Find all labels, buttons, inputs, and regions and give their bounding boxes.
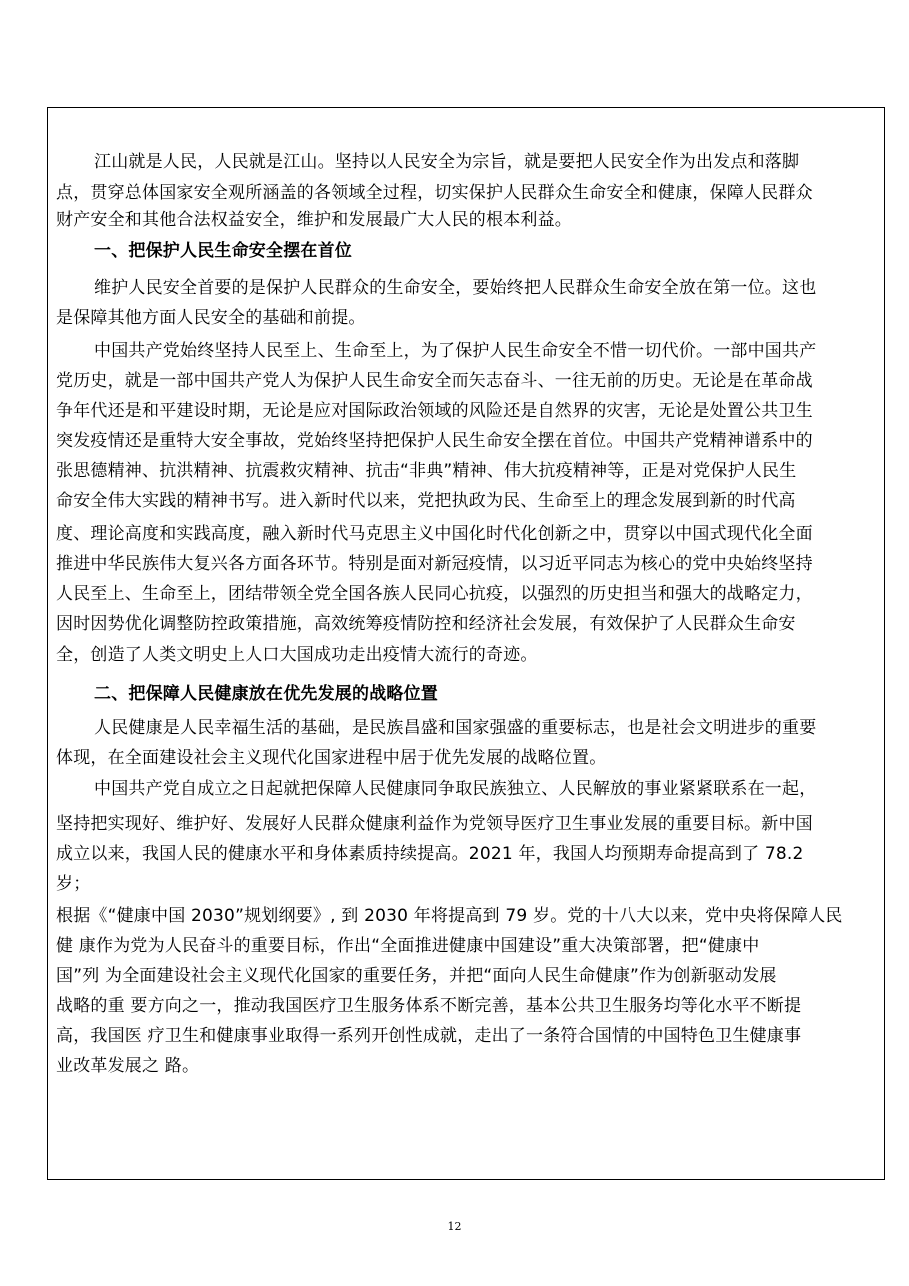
section-heading: 一、把保护人民生命安全摆在首位 [94,241,352,261]
paragraph-line: 成立以来，我国人民的健康水平和身体素质持续提高。2021 年，我国人均预期寿命提高到了 78.2 [56,844,804,864]
paragraph-line: 是保障其他方面人民安全的基础和前提。 [56,308,366,328]
paragraph-line: 人民至上、生命至上，团结带领全党全国各族人民同心抗疫，以强烈的历史担当和强大的战略定力， [56,584,813,604]
paragraph-line: 维护人民安全首要的是保护人民群众的生命安全，要始终把人民群众生命安全放在第一位。这也 [94,278,817,298]
paragraph-line: 江山就是人民，人民就是江山。坚持以人民安全为宗旨，就是要把人民安全作为出发点和落脚 [94,152,800,172]
paragraph-line: 健 康作为党为人民奋斗的重要目标，作出“全面推进健康中国建设”重大决策部署，把“健康中 [56,936,760,956]
page-number: 12 [447,1220,462,1233]
paragraph-line: 党历史，就是一部中国共产党人为保护人民生命安全而矢志奋斗、一往无前的历史。无论是在革命战 [56,371,813,391]
paragraph-line: 体现，在全面建设社会主义现代化国家进程中居于优先发展的战略位置。 [56,748,607,768]
paragraph-line: 度、理论高度和实践高度，融入新时代马克思主义中国化时代化创新之中，贯穿以中国式现代化全面 [56,524,813,544]
paragraph-line: 命安全伟大实践的精神书写。进入新时代以来，党把执政为民、生命至上的理念发展到新的时代高 [56,491,796,511]
paragraph-line: 业改革发展之 路。 [56,1056,200,1076]
paragraph-line: 因时因势优化调整防控政策措施，高效统筹疫情防控和经济社会发展，有效保护了人民群众生命安 [56,614,796,634]
paragraph-line: 国”列 为全面建设社会主义现代化国家的重要任务，并把“面向人民生命健康”作为创新驱动发展 [56,966,777,986]
paragraph-line: 中国共产党自成立之日起就把保障人民健康同争取民族独立、人民解放的事业紧紧联系在一起， [94,779,817,799]
paragraph-line: 推进中华民族伟大复兴各方面各环节。特别是面对新冠疫情，以习近平同志为核心的党中央始终坚持 [56,554,813,574]
paragraph-line: 中国共产党始终坚持人民至上、生命至上，为了保护人民生命安全不惜一切代价。一部中国共产 [94,341,817,361]
paragraph-line: 战略的重 要方向之一，推动我国医疗卫生服务体系不断完善，基本公共卫生服务均等化水平不断提 [56,996,802,1016]
paragraph-line: 人民健康是人民幸福生活的基础，是民族昌盛和国家强盛的重要标志，也是社会文明进步的重要 [94,718,817,738]
paragraph-line: 争年代还是和平建设时期，无论是应对国际政治领域的风险还是自然界的灾害，无论是处置公共卫生 [56,401,813,421]
paragraph-line: 突发疫情还是重特大安全事故，党始终坚持把保护人民生命安全摆在首位。中国共产党精神谱系中的 [56,431,813,451]
paragraph-line: 点，贯穿总体国家安全观所涵盖的各领域全过程，切实保护人民群众生命安全和健康，保障人民群众 [56,183,813,203]
paragraph-line: 张思德精神、抗洪精神、抗震救灾精神、抗击“非典”精神、伟大抗疫精神等，正是对党保护人民生 [56,461,797,481]
section-heading: 二、把保障人民健康放在优先发展的战略位置 [94,684,438,704]
paragraph-line: 高，我国医 疗卫生和健康事业取得一系列开创性成就，走出了一条符合国情的中国特色卫生健康事 [56,1026,802,1046]
paragraph-line: 财产安全和其他合法权益安全，维护和发展最广大人民的根本利益。 [56,210,572,230]
paragraph-line: 岁； [56,874,91,894]
paragraph-line: 全，创造了人类文明史上人口大国成功走出疫情大流行的奇迹。 [56,645,538,665]
paragraph-line: 坚持把实现好、维护好、发展好人民群众健康利益作为党领导医疗卫生事业发展的重要目标。新中国 [56,814,813,834]
paragraph-line: 根据《“健康中国 2030”规划纲要》, 到 2030 年将提高到 79 岁。党的十八大以来，党中央将保障人民 [56,906,843,926]
